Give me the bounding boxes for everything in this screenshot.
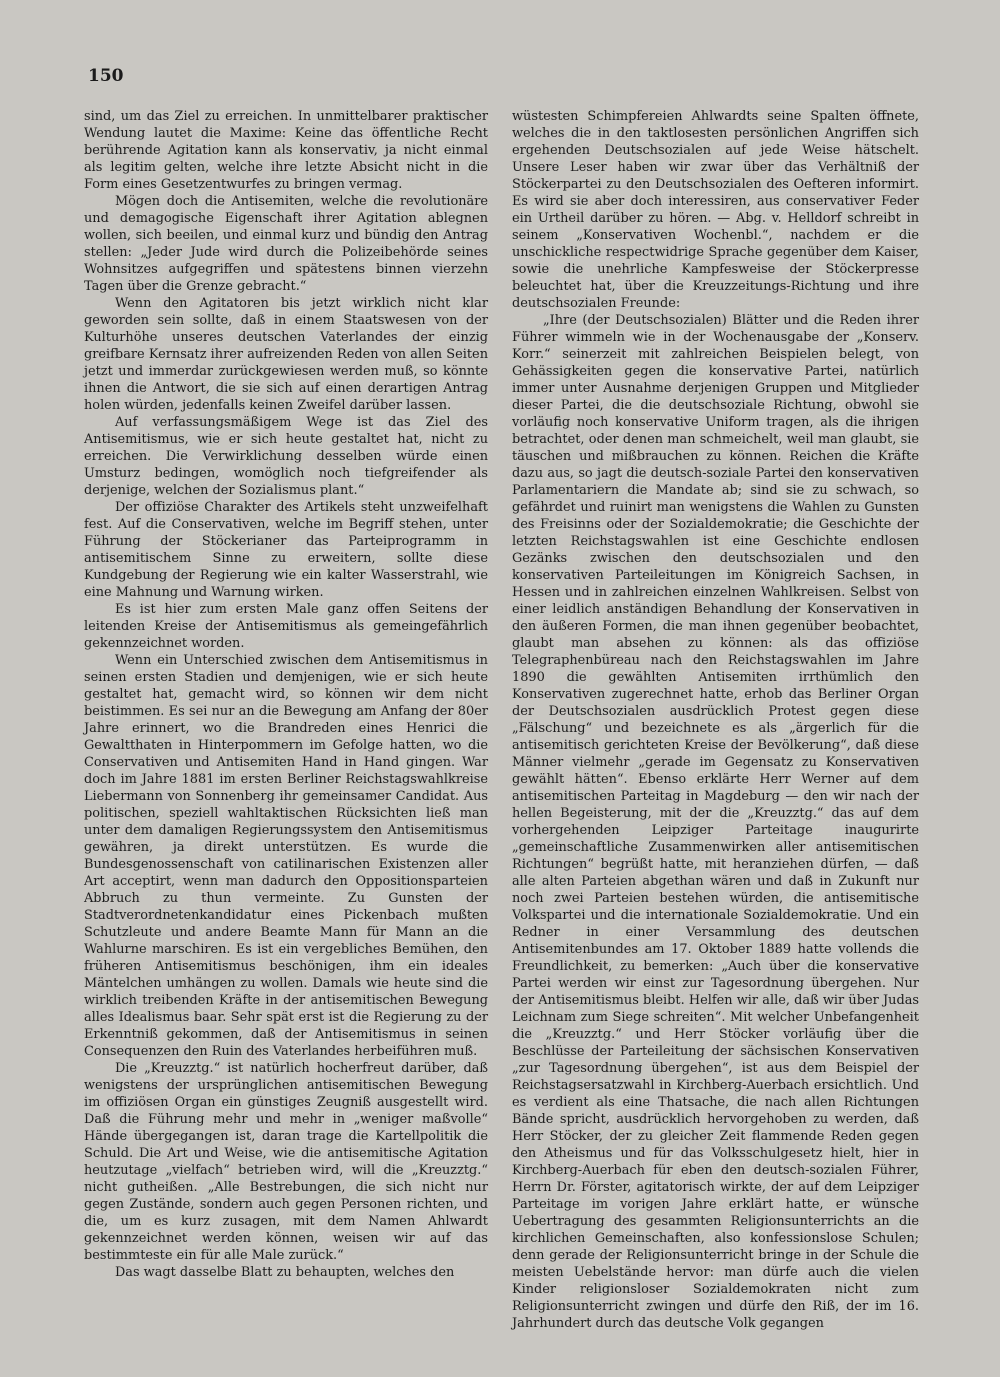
page-number: 150 [88,66,124,86]
paragraph: Wenn den Agitatoren bis jetzt wirklich nicht klar geworden sein sollte, daß in einem Staatswesen von der Kulturhöhe unseres deutschen Vaterlandes der einzig greifbare Kernsatz ihrer aufreizenden Reden von allen Seiten jetzt und immerdar zurückgewiesen werden muß, so könnte ihnen die Antwort, die sie sich auf einen derartigen Antrag holen würden, jedenfalls keinen Zweifel darüber lassen. [84,296,488,413]
paragraph: Die „Kreuzztg.“ ist natürlich hocherfreut darüber, daß wenigstens der ursprünglichen antisemitischen Bewegung im offiziösen Organ ein günstiges Zeugniß ausgestellt wird. Daß die Führung mehr und mehr in „weniger maßvolle“ Hände übergegangen ist, daran trage die Kartellpolitik die Schuld. Die Art und Weise, wie die antisemitische Agitation heutzutage „vielfach“ betrieben wird, will die „Kreuzztg.“ nicht gutheißen. „Alle Bestrebungen, die sich nicht nur gegen Zustände, sondern auch gegen Personen richten, und die, um es kurz zusagen, mit dem Namen Ahlwardt gekennzeichnet werden können, weisen wir auf das bestimmteste ein für alle Male zurück.“ [84,1061,488,1263]
paragraph: sind, um das Ziel zu erreichen. In unmittelbarer praktischer Wendung lautet die Maxime: Keine das öffentliche Recht berührende Agitation kann als konservativ, ja nicht einmal als legitim gelten, welche ihre letzte Absicht nicht in die Form eines Gesetzentwurfes zu bringen vermag. [84,109,488,192]
paragraph: wüstesten Schimpfereien Ahlwardts seine Spalten öffnete, welches die in den taktlosesten persönlichen Angriffen sich ergehenden Deutschsozialen auf jede Weise hätschelt. Unsere Leser haben wir zwar über das Verhältniß der Stöckerpartei zu den Deutschsozialen des Oefteren informirt. Es wird sie aber doch interessiren, aus conservativer Feder ein Urtheil darüber zu hören. — Abg. v. Helldorf schreibt in seinem „Konservativen Wochenbl.“, nachdem er die unschickliche respectwidrige Sprache gegenüber dem Kaiser, sowie die unehrliche Kampfesweise der Stöckerpresse beleuchtet hat, über die Kreuzzeitungs-Richtung und ihre deutschsozialen Freunde: [512,109,919,311]
paragraph: „Ihre (der Deutschsozialen) Blätter und die Reden ihrer Führer wimmeln wie in der Wochenausgabe der „Konserv. Korr.“ seinerzeit mit zahlreichen Beispielen belegt, von Gehässigkeiten gegen die konservative Partei, natürlich immer unter Ausnahme derjenigen Gruppen und Mitglieder dieser Partei, die die deutschsoziale Richtung, obwohl sie vorläufig noch konservative Uniform tragen, als die ihrigen betrachtet, oder denen man schmeichelt, weil man glaubt, sie täuschen und mißbrauchen zu können. Reichen die Kräfte dazu aus, so jagt die deutsch-soziale Partei den konservativen Parlamentariern die Mandate ab; sind sie zu schwach, so gefährdet und ruinirt man wenigstens die Wahlen zu Gunsten des Freisinns oder der Sozialdemokratie; die Geschichte der letzten Reichstagswahlen ist eine Geschichte endlosen Gezänks zwischen den deutschsozialen und den konservativen Parteileitungen im Königreich Sachsen, in Hessen und in zahlreichen einzelnen Wahlkreisen. Selbst von einer leidlich anständigen Behandlung der Konservativen in den äußeren Formen, die man ihnen gegenüber beobachtet, glaubt man absehen zu können: als das offiziöse Telegraphenbüreau nach den Reichstagswahlen im Jahre 1890 die gewählten Antisemiten irrthümlich den Konservativen zugerechnet hatte, erhob das Berliner Organ der Deutschsozialen ausdrücklich Protest gegen diese „Fälschung“ und bezeichnete es als „ärgerlich für die antisemitisch gerichteten Kreise der Bevölkerung“, daß diese Männer vielmehr „gerade im Gegensatz zu Konservativen gewählt hätten“. Ebenso erklärte Herr Werner auf dem antisemitischen Parteitag in Magdeburg — den wir nach der hellen Begeisterung, mit der die „Kreuzztg.“ das auf dem vorhergehenden Leipziger Parteitage inaugurirte „gemeinschaftliche Zusammenwirken aller antisemitischen Richtungen“ begrüßt hatte, mit heranziehen dürfen, — daß alle alten Parteien abgethan wären und daß in Zukunft nur noch zwei Parteien bestehen würden, die antisemitische Volkspartei und die internationale Sozialdemokratie. Und ein Redner in einer Versammlung des deutschen Antisemitenbundes am 17. Oktober 1889 hatte vollends die Freundlichkeit, zu bemerken: „Auch über die konservative Partei werden wir einst zur Tagesordnung übergehen. Nur der Antisemitismus bleibt. Helfen wir alle, daß wir über Judas Leichnam zum Siege schreiten“. Mit welcher Unbefangenheit die „Kreuzztg.“ und Herr Stöcker vorläufig über die Beschlüsse der Parteileitung der sächsischen Konservativen „zur Tagesordnung übergehen“, ist aus dem Beispiel der Reichstagsersatzwahl in Kirchberg-Auerbach ersichtlich. Und es verdient als eine Thatsache, die nach allen Richtungen Bände spricht, ausdrücklich hervorgehoben zu werden, daß Herr Stöcker, der zu gleicher Zeit flammende Reden gegen den Atheismus und für das Volksschulgesetz hielt, hier in Kirchberg-Auerbach für eben den deutsch-sozialen Führer, Herrn Dr. Förster, agitatorisch wirkte, der auf dem Leipziger Parteitage im vorigen Jahre erklärt hatte, er wünsche Uebertragung des gesammten Religionsunterrichts an die kirchlichen Gemeinschaften, also konfessionslose Schulen; denn gerade der Religionsunterricht bringe in der Schule die meisten Uebelstände hervor: man dürfe auch die vielen Kinder religionsloser Sozialdemokraten nicht zum Religionsunterricht zwingen und dürfe den Riß, der im 16. Jahrhundert durch das deutsche Volk gegangen [512,313,919,1331]
paragraph: Mögen doch die Antisemiten, welche die revolutionäre und demagogische Eigenschaft ihrer Agitation ablegnen wollen, sich beeilen, und einmal kurz und bündig den Antrag stellen: „Jeder Jude wird durch die Polizeibehörde seines Wohnsitzes aufgegriffen und spätestens binnen vierzehn Tagen über die Grenze gebracht.“ [84,194,488,294]
left-column [84,108,488,1281]
paragraph: Das wagt dasselbe Blatt zu behaupten, welches den [114,1265,455,1280]
right-column [512,108,919,1332]
paragraph: Der offiziöse Charakter des Artikels steht unzweifelhaft fest. Auf die Conservativen, welche im Begriff stehen, unter Führung der Stöckerianer das Parteiprogramm in antisemitischem Sinne zu erweitern, sollte diese Kundgebung der Regierung wie ein kalter Wasserstrahl, wie eine Mahnung und Warnung wirken. [84,500,488,600]
paragraph: Es ist hier zum ersten Male ganz offen Seitens der leitenden Kreise der Antisemitismus als gemeingefährlich gekennzeichnet worden. [84,602,488,651]
paragraph: Auf verfassungsmäßigem Wege ist das Ziel des Antisemitismus, wie er sich heute gestaltet hat, nicht zu erreichen. Die Verwirklichung desselben würde einen Umsturz bedingen, womöglich noch tiefgreifender als derjenige, welchen der Sozialismus plant.“ [84,415,488,498]
paragraph: Wenn ein Unterschied zwischen dem Antisemitismus in seinen ersten Stadien und demjenigen, wie er sich heute gestaltet hat, gemacht wird, so können wir dem nicht beistimmen. Es sei nur an die Bewegung am Anfang der 80er Jahre erinnert, wo die Brandreden eines Henrici die Gewaltthaten in Hinterpommern im Gefolge hatten, wo die Conservativen und Antisemiten Hand in Hand gingen. War doch im Jahre 1881 im ersten Berliner Reichstagswahlkreise Liebermann von Sonnenberg ihr gemeinsamer Candidat. Aus politischen, speziell wahltaktischen Rücksichten ließ man unter dem damaligen Regierungssystem den Antisemitismus gewähren, ja direkt unterstützen. Es wurde die Bundesgenossenschaft von catilinarischen Existenzen aller Art acceptirt, wenn man dadurch den Oppositionsparteien Abbruch zu thun vermeinte. Zu Gunsten der Stadtverordnetenkandidatur eines Pickenbach mußten Schutzleute und andere Beamte Mann für Mann an die Wahlurne marschiren. Es ist ein vergebliches Bemühen, den früheren Antisemitismus beschönigen, ihm ein ideales Mäntelchen umhängen zu wollen. Damals wie heute sind die wirklich treibenden Kräfte in der antisemitischen Bewegung alles Idealismus baar. Sehr spät erst ist die Regierung zu der Erkenntniß gekommen, daß der Antisemitismus in seinen Consequenzen den Ruin des Vaterlandes herbeiführen muß. [84,653,488,1059]
